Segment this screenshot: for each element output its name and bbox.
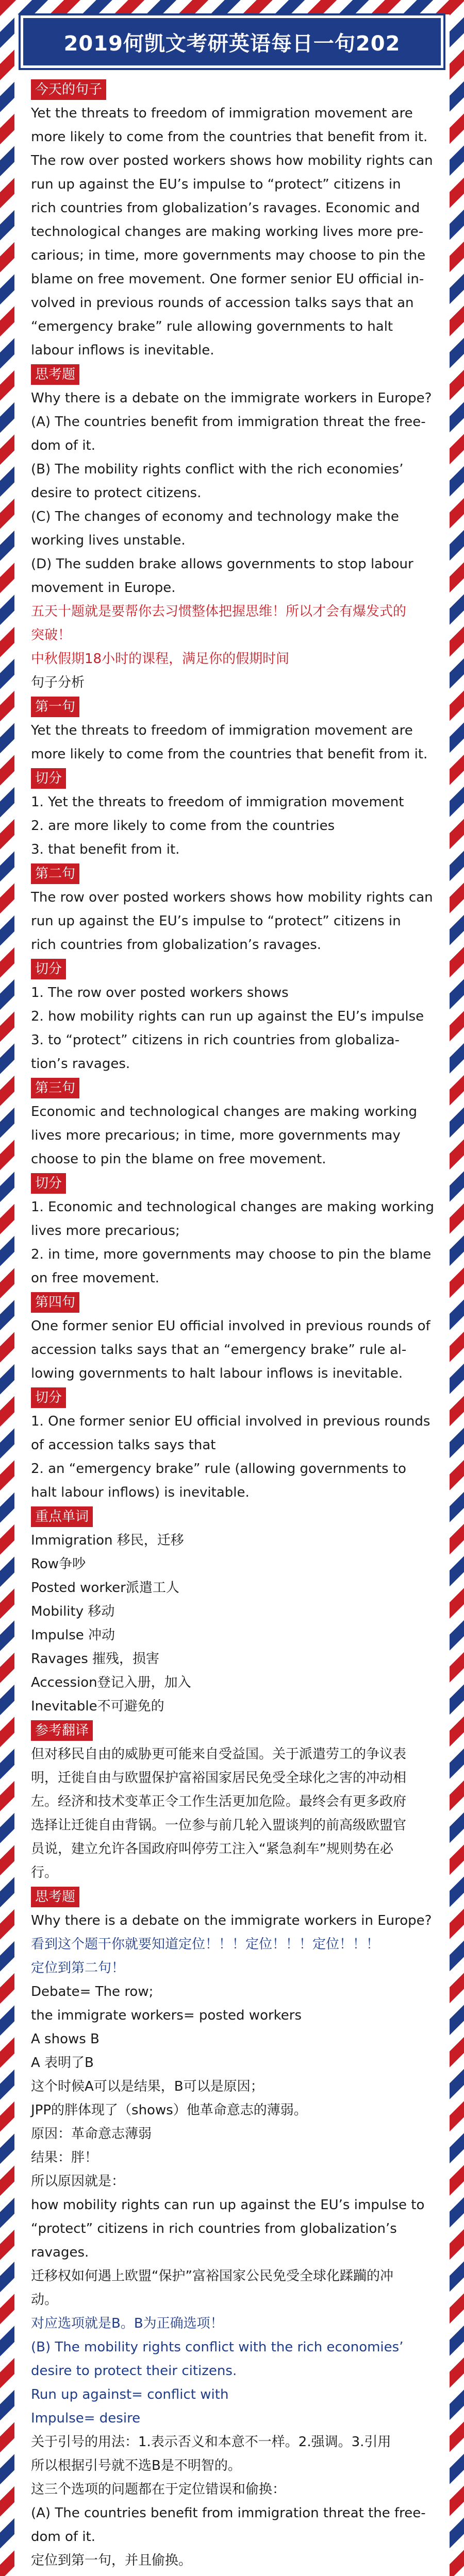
- sentence-line: One former senior EU official involved in previous rounds of: [31, 1318, 430, 1334]
- sentence-line: accession talks says that an “emergency brake” rule al-: [31, 1342, 407, 1358]
- section-tag-sentence: 第四句: [31, 1292, 79, 1313]
- sentence-line: more likely to come from the countries that benefit from it.: [31, 747, 428, 762]
- explanation-line: “protect” citizens in rich countries from globalization’s: [31, 2221, 397, 2236]
- question-line: movement in Europe.: [31, 580, 176, 596]
- question-line: Why there is a debate on the immigrate workers in Europe?: [31, 391, 432, 406]
- analysis-heading: 句子分析: [31, 675, 85, 690]
- title-banner: [21, 15, 443, 68]
- explanation-line: Debate= The row;: [31, 1984, 154, 1999]
- today-sentence-line: volved in previous rounds of accession talks says that an: [31, 295, 414, 311]
- section-tag-sentence: 第二句: [31, 863, 79, 884]
- today-sentence-line: more likely to come from the countries that benefit from it.: [31, 129, 428, 145]
- today-sentence-line: “emergency brake” rule allowing governments to halt: [31, 319, 393, 334]
- split-line: 1. The row over posted workers shows: [31, 985, 289, 1001]
- split-line: 3. to “protect” citizens in rich countries from globaliza-: [31, 1032, 400, 1048]
- translation-line: 但对移民自由的威胁更可能来自受益国。关于派遣劳工的争议表: [31, 1747, 407, 1762]
- explanation-line: JPP的胖体现了（shows）他革命意志的薄弱。: [31, 2103, 307, 2118]
- explanation-line: 结果：胖！: [31, 2150, 98, 2165]
- section-tag-split: 切分: [31, 959, 66, 979]
- question-line: (C) The changes of economy and technology make the: [31, 509, 399, 524]
- vocab-item: Mobility 移动: [31, 1604, 115, 1619]
- promo-schedule: 中秋假期18小时的课程，满足你的假期时间: [31, 651, 290, 667]
- split-line: 3. that benefit from it.: [31, 842, 180, 857]
- today-sentence-line: run up against the EU’s impulse to “protect” citizens in: [31, 177, 401, 192]
- explanation-line: 动。: [31, 2292, 58, 2308]
- split-line: 2. are more likely to come from the countries: [31, 818, 335, 834]
- explanation-line: 关于引号的用法：1.表示否义和本意不一样。2.强调。3.引用: [31, 2434, 391, 2450]
- explanation-line: 这三个选项的问题都在于定位错误和偷换：: [31, 2482, 286, 2497]
- explanation-line: 定位到第一句，并且偷换。: [31, 2553, 192, 2568]
- section-tag-vocab: 重点单词: [31, 1506, 93, 1527]
- vocab-item: Ravages 摧残，损害: [31, 1651, 160, 1667]
- translation-line: 行。: [31, 1865, 58, 1880]
- answer-line: Run up against= conflict with: [31, 2387, 229, 2402]
- answer-line: (B) The mobility rights conflict with the rich economies’: [31, 2340, 404, 2355]
- vocab-item: Accession登记入册，加入: [31, 1675, 191, 1690]
- explanation-line: 这个时候A可以是结果，B可以是原因；: [31, 2079, 264, 2094]
- section-tag-split: 切分: [31, 1387, 66, 1408]
- vocab-item: Row争吵: [31, 1556, 86, 1572]
- explanation-line: 所以原因就是：: [31, 2174, 125, 2189]
- split-line: 2. an “emergency brake” rule (allowing governments to: [31, 1461, 406, 1477]
- vocab-item: Posted worker派遣工人: [31, 1580, 179, 1596]
- question-line: desire to protect citizens.: [31, 485, 202, 501]
- explanation-line: A shows B: [31, 2031, 100, 2047]
- answer-line: desire to protect their citizens.: [31, 2363, 237, 2379]
- translation-line: 选择让迁徙自由背锅。一位参与前几轮入盟谈判的前高级欧盟官: [31, 1818, 407, 1833]
- question-line: (B) The mobility rights conflict with the rich economies’: [31, 462, 404, 477]
- explanation-line: A 表明了B: [31, 2055, 94, 2071]
- today-sentence-line: carious; in time, more governments may choose to pin the: [31, 248, 426, 263]
- translation-line: 员说，建立允许各国政府叫停劳工注入“紧急刹车”规则势在必: [31, 1841, 393, 1857]
- translation-line: 左。经济和技术变革正令工作生活更加危险。最终会有更多政府: [31, 1794, 407, 1809]
- sentence-line: The row over posted workers shows how mobility rights can: [31, 890, 433, 905]
- split-line: lives more precarious;: [31, 1223, 180, 1239]
- explanation-line: the immigrate workers= posted workers: [31, 2008, 302, 2023]
- section-tag-translation: 参考翻译: [31, 1720, 93, 1741]
- split-line: tion’s ravages.: [31, 1056, 130, 1072]
- today-sentence-line: labour inflows is inevitable.: [31, 343, 214, 358]
- vocab-item: Inevitable不可避免的: [31, 1699, 164, 1714]
- today-sentence-line: blame on free movement. One former senior EU official in-: [31, 272, 424, 287]
- section-tag-today: 今天的句子: [31, 79, 106, 100]
- explanation-line: dom of it.: [31, 2529, 96, 2545]
- split-line: 1. Economic and technological changes are making working: [31, 1199, 435, 1215]
- promo-line: 突破！: [31, 628, 72, 643]
- vocab-item: Immigration 移民，迁移: [31, 1533, 184, 1548]
- question-line: dom of it.: [31, 438, 96, 453]
- split-line: 2. in time, more governments may choose to pin the blame: [31, 1247, 432, 1262]
- explanation-line: ravages.: [31, 2245, 89, 2260]
- split-line: 1. One former senior EU official involved in previous rounds: [31, 1414, 430, 1429]
- today-sentence-line: technological changes are making working lives more pre-: [31, 224, 424, 240]
- answer-line: 对应选项就是B。B为正确选项！: [31, 2316, 224, 2331]
- explanation-line: 原因：革命意志薄弱: [31, 2126, 152, 2142]
- article-body: [31, 77, 439, 2576]
- explanation-line: how mobility rights can run up against the EU’s impulse to: [31, 2197, 425, 2213]
- split-line: halt labour inflows) is inevitable.: [31, 1485, 250, 1500]
- sentence-line: rich countries from globalization’s ravages.: [31, 937, 322, 953]
- explanation-line: [31, 2572, 439, 2576]
- sentence-line: lives more precarious; in time, more governments may: [31, 1128, 401, 1143]
- explanation-line: 所以根据引号就不选B是不明智的。: [31, 2458, 241, 2473]
- sentence-line: lowing governments to halt labour inflows is inevitable.: [31, 1366, 403, 1381]
- page-title: 2019何凯文考研英语每日一句202: [63, 31, 401, 56]
- section-tag-sentence: 第一句: [31, 697, 79, 717]
- split-line: 1. Yet the threats to freedom of immigration movement: [31, 794, 404, 810]
- vocab-item: Impulse 冲动: [31, 1628, 115, 1643]
- question-line: (A) The countries benefit from immigration threat the free-: [31, 414, 426, 430]
- today-sentence-line: Yet the threats to freedom of immigration movement are: [31, 106, 413, 121]
- explanation-line: (A) The countries benefit from immigration threat the free-: [31, 2505, 426, 2521]
- sentence-line: Economic and technological changes are making working: [31, 1104, 417, 1120]
- today-sentence-line: The row over posted workers shows how mobility rights can: [31, 153, 433, 168]
- sentence-line: Yet the threats to freedom of immigration movement are: [31, 723, 413, 738]
- section-tag-question: 思考题: [31, 1887, 79, 1907]
- question-line: Why there is a debate on the immigrate workers in Europe?: [31, 1913, 432, 1928]
- sentence-line: choose to pin the blame on free movement.: [31, 1151, 326, 1167]
- hint-line: 看到这个题干你就要知道定位！！！定位！！！定位！！！: [31, 1937, 380, 1952]
- sentence-line: run up against the EU’s impulse to “protect” citizens in: [31, 913, 401, 929]
- question-line: working lives unstable.: [31, 533, 186, 548]
- section-tag-split: 切分: [31, 1173, 66, 1194]
- split-line: on free movement.: [31, 1270, 160, 1286]
- split-line: of accession talks says that: [31, 1437, 216, 1453]
- translation-line: 明，迁徙自由与欧盟保护富裕国家居民免受全球化之害的冲动相: [31, 1770, 407, 1786]
- section-tag-split: 切分: [31, 768, 66, 789]
- answer-line: Impulse= desire: [31, 2411, 141, 2426]
- section-tag-question: 思考题: [31, 364, 79, 385]
- explanation-line: 迁移权如何遇上欧盟“保护”富裕国家公民免受全球化蹂躏的冲: [31, 2268, 393, 2284]
- split-line: 2. how mobility rights can run up against the EU’s impulse: [31, 1009, 424, 1024]
- promo-line: 五天十题就是要帮你去习惯整体把握思维！所以才会有爆发式的: [31, 604, 407, 619]
- section-tag-sentence: 第三句: [31, 1078, 79, 1098]
- hint-line: 定位到第二句！: [31, 1960, 125, 1976]
- question-line: (D) The sudden brake allows governments to stop labour: [31, 556, 413, 572]
- today-sentence-line: rich countries from globalization’s ravages. Economic and: [31, 200, 420, 216]
